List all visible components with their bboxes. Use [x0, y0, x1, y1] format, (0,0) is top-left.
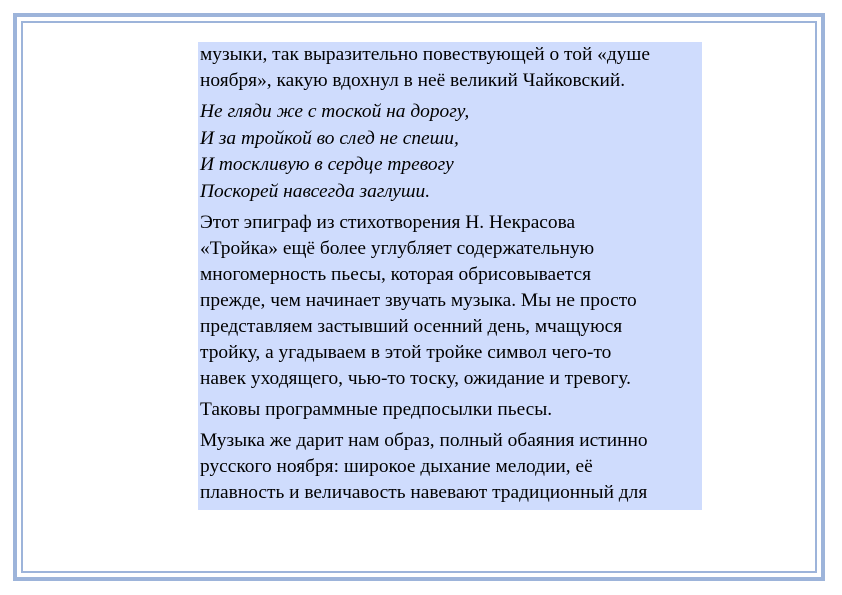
text-line: многомерность пьесы, которая обрисовывается [200, 264, 592, 285]
text-line: плавность и величавость навевают традиционный для [200, 482, 648, 503]
poem-line: Поскорей навсегда заглуши. [200, 180, 431, 202]
text-box [198, 42, 702, 510]
text-line: ноября», какую вдохнул в неё великий Чайковский. [200, 70, 626, 91]
text-line: русского ноября: широкое дыхание мелодии, её [200, 456, 593, 477]
text-line: тройку, а угадываем в этой тройке символ чего-то [200, 342, 612, 363]
text-line: представляем застывший осенний день, мчащуюся [200, 316, 623, 337]
text-line: Музыка же дарит нам образ, полный обаяния истинно [200, 430, 648, 451]
paragraph-music-image [200, 428, 702, 506]
text-line: «Тройка» ещё более углубляет содержательную [200, 238, 595, 259]
paragraph-intro [200, 42, 702, 94]
text-line: навек уходящего, чью-то тоску, ожидание и тревогу. [200, 368, 631, 389]
poem-line: Не гляди же с тоской на дорогу, [200, 101, 470, 122]
poem-line: И за тройкой во след не спеши, [200, 127, 459, 149]
text-line: Таковы программные предпосылки пьесы. [200, 399, 553, 420]
paragraph-epigraph-commentary [200, 210, 702, 392]
paragraph-premises [200, 397, 702, 423]
epigraph-poem [200, 99, 702, 205]
text-line: музыки, так выразительно повествующей о той «душе [200, 44, 650, 65]
text-line: Этот эпиграф из стихотворения Н. Некрасова [200, 212, 576, 233]
poem-line: И тоскливую в сердце тревогу [200, 154, 454, 175]
text-line: прежде, чем начинает звучать музыка. Мы не просто [200, 290, 637, 311]
